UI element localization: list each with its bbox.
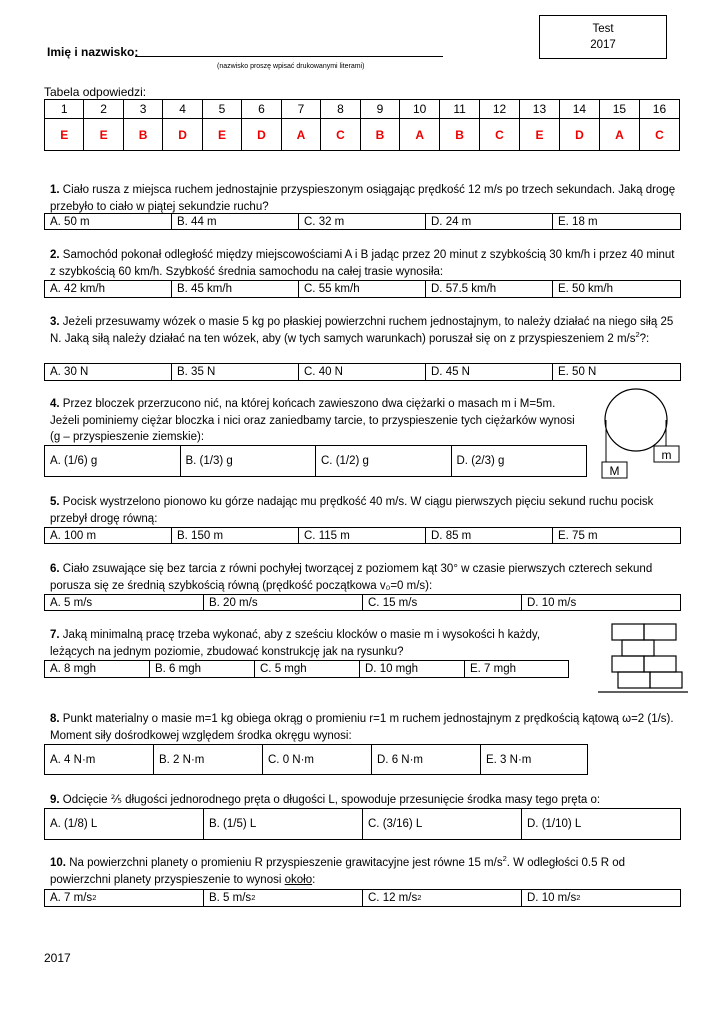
answer-table xyxy=(44,99,680,151)
option-c[interactable] xyxy=(316,446,452,476)
option-label: D. 10 mgh xyxy=(365,663,419,675)
option-label: D. 10 m/s xyxy=(527,892,577,904)
options-row-8 xyxy=(44,744,588,775)
option-label: D. 85 m xyxy=(431,529,472,542)
option-label: B. (1/3) g xyxy=(185,455,233,467)
option-label: A. 30 N xyxy=(50,366,89,378)
option-a[interactable] xyxy=(45,364,172,380)
pulley-figure xyxy=(598,384,688,484)
option-label: E. 7 mgh xyxy=(470,663,517,675)
option-c[interactable] xyxy=(363,809,522,839)
blocks-figure xyxy=(598,622,688,696)
option-c[interactable] xyxy=(299,528,426,543)
options-row-3 xyxy=(44,363,681,381)
answer-letter-cell[interactable]: A xyxy=(400,119,440,151)
question-text: Jeżeli przesuwamy wózek o masie 5 kg po płaskiej powierzchni ruchem jednostajnym, to należy działać na niego siłą 25 N. Jaką siłą należy działać na ten wózek, aby (w tych samych warunkach) poruszał się on z przyspieszeniem 2 m/s xyxy=(50,316,674,345)
option-a[interactable]: A. 7 m/s 2 xyxy=(45,890,204,906)
test-label: Test xyxy=(592,23,614,35)
option-e[interactable] xyxy=(481,745,587,774)
name-label: Imię i nazwisko: xyxy=(47,45,139,59)
option-label: C. 115 m xyxy=(304,529,350,542)
answer-letter-cell[interactable]: A xyxy=(599,119,639,151)
underlined-word: około xyxy=(284,873,313,886)
answer-letter-cell[interactable]: C xyxy=(639,119,679,151)
option-c[interactable] xyxy=(299,364,426,380)
answer-letter-cell[interactable]: D xyxy=(163,119,202,151)
option-a[interactable] xyxy=(45,214,172,229)
option-label: C. (3/16) L xyxy=(368,818,423,830)
option-label: E. 3 N·m xyxy=(486,753,532,766)
option-label: E. 75 m xyxy=(558,529,598,542)
option-a[interactable] xyxy=(45,745,154,774)
option-label: D. 10 m/s xyxy=(527,596,577,609)
answer-number-cell: 1 xyxy=(45,100,84,119)
answer-number-cell: 13 xyxy=(519,100,559,119)
option-label: C. 5 mgh xyxy=(260,663,307,675)
option-b[interactable] xyxy=(172,364,299,380)
option-label: D. 6 N·m xyxy=(377,753,423,766)
answer-letter-cell[interactable]: E xyxy=(84,119,123,151)
option-label: B. 45 km/h xyxy=(177,283,232,295)
question-text: Ciało rusza z miejsca ruchem jednostajnie przyspieszonym osiągając prędkość 12 m/s po trzech sekundach. Jaką drogę przebyło to ciało w piątej sekundzie ruchu? xyxy=(50,184,676,213)
option-c[interactable] xyxy=(363,595,522,610)
answer-number-cell: 7 xyxy=(281,100,320,119)
answer-number-cell: 15 xyxy=(599,100,639,119)
answer-number-cell: 5 xyxy=(202,100,241,119)
option-label: A. 42 km/h xyxy=(50,283,105,295)
question-number: 4. xyxy=(50,398,60,410)
option-b[interactable] xyxy=(172,281,299,297)
option-label: B. 44 m xyxy=(177,215,217,228)
question-text: Pocisk wystrzelono pionowo ku górze nadając mu prędkość 40 m/s. W ciągu pierwszych pięciu sekund ruchu pocisk przebył drogę równą: xyxy=(50,496,654,525)
options-row-6 xyxy=(44,594,681,611)
option-b[interactable]: B. 5 m/s 2 xyxy=(204,890,363,906)
answer-number-cell: 10 xyxy=(400,100,440,119)
answer-number-cell: 9 xyxy=(360,100,399,119)
option-c[interactable]: C. 12 m/s 2 xyxy=(363,890,522,906)
question-text-final: : xyxy=(312,873,316,886)
option-e[interactable] xyxy=(465,661,568,677)
option-label: C. 55 km/h xyxy=(304,283,360,295)
question-text-end: ?: xyxy=(639,332,650,345)
option-label: D. (1/10) L xyxy=(527,818,582,830)
option-d[interactable] xyxy=(522,595,680,610)
question-4 xyxy=(50,396,578,446)
option-label: A. 50 m xyxy=(50,215,90,228)
answer-number-cell: 8 xyxy=(321,100,360,119)
option-label: A. 7 m/s xyxy=(50,892,93,904)
option-label: C. (1/2) g xyxy=(321,455,369,467)
option-label: A. (1/6) g xyxy=(50,455,98,467)
question-10 xyxy=(50,855,680,888)
answer-letter-cell[interactable]: B xyxy=(440,119,480,151)
name-input-line[interactable] xyxy=(135,56,443,57)
option-label: A. (1/8) L xyxy=(50,818,98,830)
answer-letter-cell[interactable]: D xyxy=(559,119,599,151)
option-label: E. 50 km/h xyxy=(558,283,613,295)
option-label: A. 8 mgh xyxy=(50,663,97,675)
option-e[interactable] xyxy=(553,528,680,543)
option-label: A. 4 N·m xyxy=(50,753,96,766)
answer-number-cell: 6 xyxy=(242,100,281,119)
option-label: B. 35 N xyxy=(177,366,216,378)
option-c[interactable] xyxy=(299,214,426,229)
option-label: B. 6 mgh xyxy=(155,663,202,675)
option-d[interactable] xyxy=(426,528,553,543)
test-label-box xyxy=(539,15,667,59)
option-b[interactable] xyxy=(172,214,299,229)
option-a[interactable] xyxy=(45,528,172,543)
option-label: C. 0 N·m xyxy=(268,753,314,766)
question-number: 1. xyxy=(50,184,60,196)
option-a[interactable] xyxy=(45,281,172,297)
question-3 xyxy=(50,314,680,347)
question-text: Odcięcie ⅖ długości jednorodnego pręta o długości L, spowoduje przesunięcie środka masy tego pręta o: xyxy=(62,794,601,806)
option-b[interactable] xyxy=(204,809,363,839)
option-label: A. 5 m/s xyxy=(50,596,93,609)
option-d[interactable] xyxy=(452,446,587,476)
question-number: 10. xyxy=(50,857,66,869)
question-number: 9. xyxy=(50,794,60,806)
mass-big-label: M xyxy=(609,464,620,478)
answer-table-title: Tabela odpowiedzi: xyxy=(44,85,147,99)
option-label: D. (2/3) g xyxy=(456,455,505,467)
option-label: A. 100 m xyxy=(50,529,97,542)
answer-numbers-row xyxy=(45,100,680,119)
option-e[interactable] xyxy=(553,214,680,229)
option-d[interactable] xyxy=(426,281,553,297)
option-a[interactable] xyxy=(45,809,204,839)
option-label: D. 57.5 km/h xyxy=(431,283,497,295)
superscript: 2 xyxy=(635,329,640,339)
answer-letter-cell[interactable]: A xyxy=(281,119,320,151)
option-b[interactable] xyxy=(154,745,263,774)
option-d[interactable] xyxy=(360,661,465,677)
question-text: Ciało zsuwające się bez tarcia z równi pochyłej tworzącej z poziomem kąt 30° w czasie pierwszych czterech sekund porusza się ze średnią szybkością równą (prędkość początkowa v₀=0 m/s): xyxy=(50,563,653,592)
answer-number-cell: 11 xyxy=(440,100,480,119)
option-d[interactable] xyxy=(426,214,553,229)
option-label: C. 32 m xyxy=(304,215,345,228)
footer-year: 2017 xyxy=(44,951,71,965)
answer-letter-cell[interactable]: D xyxy=(242,119,281,151)
option-label: C. 40 N xyxy=(304,366,343,378)
option-b[interactable] xyxy=(150,661,255,677)
option-a[interactable] xyxy=(45,595,204,610)
option-a[interactable] xyxy=(45,446,181,476)
option-label: D. 45 N xyxy=(431,366,470,378)
option-label: C. 15 m/s xyxy=(368,596,418,609)
option-a[interactable] xyxy=(45,661,150,677)
option-label: B. 2 N·m xyxy=(159,753,205,766)
option-d[interactable] xyxy=(372,745,481,774)
option-d[interactable]: D. 10 m/s 2 xyxy=(527,892,581,904)
option-c[interactable] xyxy=(299,281,426,297)
question-number: 7. xyxy=(50,629,60,641)
options-row-10 xyxy=(44,889,681,907)
question-text: Punkt materialny o masie m=1 kg obiega okrąg o promieniu r=1 m ruchem jednostajnym z prędkością kątową ω=2 (1/s). Moment siły dośrodkowej względem środka okręgu wynosi: xyxy=(50,713,674,742)
mass-small-label: m xyxy=(661,448,672,462)
option-b[interactable] xyxy=(181,446,317,476)
option-d[interactable] xyxy=(522,809,680,839)
test-year: 2017 xyxy=(590,39,616,51)
question-text: Samochód pokonał odległość między miejscowościami A i B jadąc przez 20 minut z szybkością 30 km/h i przez 40 minut z szybkością 60 km/h. Szybkość średnia samochodu na całej trasie wynosiła: xyxy=(50,249,675,278)
answer-letters-row xyxy=(45,119,680,151)
question-6 xyxy=(50,561,680,594)
options-row-7 xyxy=(44,660,569,678)
option-label: B. 20 m/s xyxy=(209,596,258,609)
options-row-2 xyxy=(44,280,681,298)
answer-number-cell: 14 xyxy=(559,100,599,119)
option-label: B. (1/5) L xyxy=(209,818,257,830)
option-label: B. 150 m xyxy=(177,529,224,542)
question-number: 6. xyxy=(50,563,60,575)
question-number: 5. xyxy=(50,496,60,508)
name-hint: (nazwisko proszę wpisać drukowanymi literami) xyxy=(217,63,365,70)
question-1 xyxy=(50,182,680,215)
question-text: Jaką minimalną pracę trzeba wykonać, aby z sześciu klocków o masie m i wysokości h każdy, leżących na jednym poziomie, zbudować konstrukcję jak na rysunku? xyxy=(50,629,541,658)
option-e[interactable] xyxy=(553,364,680,380)
question-number: 2. xyxy=(50,249,60,261)
options-row-1 xyxy=(44,213,681,230)
answer-number-cell: 2 xyxy=(84,100,123,119)
answer-letter-cell[interactable]: C xyxy=(480,119,520,151)
option-b[interactable] xyxy=(204,595,363,610)
option-label: D. 24 m xyxy=(431,215,472,228)
superscript: 2 xyxy=(502,854,507,864)
options-row-9 xyxy=(44,808,681,840)
option-c[interactable] xyxy=(263,745,372,774)
option-e[interactable] xyxy=(553,281,680,297)
question-7 xyxy=(50,627,580,660)
option-label: E. 18 m xyxy=(558,215,598,228)
answer-number-cell: 12 xyxy=(480,100,520,119)
answer-letter-cell[interactable]: E xyxy=(202,119,241,151)
answer-number-cell: 16 xyxy=(639,100,679,119)
option-c[interactable] xyxy=(255,661,360,677)
question-number: 3. xyxy=(50,316,60,328)
answer-letter-cell[interactable]: B xyxy=(360,119,399,151)
question-number: 8. xyxy=(50,713,60,725)
answer-letter-cell[interactable]: E xyxy=(519,119,559,151)
answer-letter-cell[interactable]: E xyxy=(45,119,84,151)
answer-letter-cell[interactable]: B xyxy=(123,119,162,151)
answer-number-cell: 3 xyxy=(123,100,162,119)
answer-number-cell: 4 xyxy=(163,100,202,119)
question-5 xyxy=(50,494,680,527)
options-row-4 xyxy=(44,445,587,477)
pulley-icon xyxy=(605,389,667,451)
option-b[interactable] xyxy=(172,528,299,543)
option-label: C. 12 m/s xyxy=(368,892,418,904)
question-text: Na powierzchni planety o promieniu R przyspieszenie grawitacyjne jest równe 15 m/s xyxy=(69,857,503,869)
option-label: B. 5 m/s xyxy=(209,892,252,904)
question-text-middle: . W odległości 0.5 R od powierzchni planety przyspieszenie to wynosi xyxy=(50,857,626,886)
options-row-5 xyxy=(44,527,681,544)
question-2 xyxy=(50,247,680,280)
answer-letter-cell[interactable]: C xyxy=(321,119,360,151)
option-d[interactable] xyxy=(426,364,553,380)
question-8 xyxy=(50,711,680,744)
question-text: Przez bloczek przerzucono nić, na której końcach zawieszono dwa ciężarki o masach m i M=5m. Jeżeli pominiemy ciężar bloczka i nici oraz zaniedbamy tarcie, to przyspieszenie tych ciężarków wynosi (g – przyspieszenie ziemskie): xyxy=(50,398,575,443)
option-label: E. 50 N xyxy=(558,366,597,378)
question-9 xyxy=(50,792,690,809)
